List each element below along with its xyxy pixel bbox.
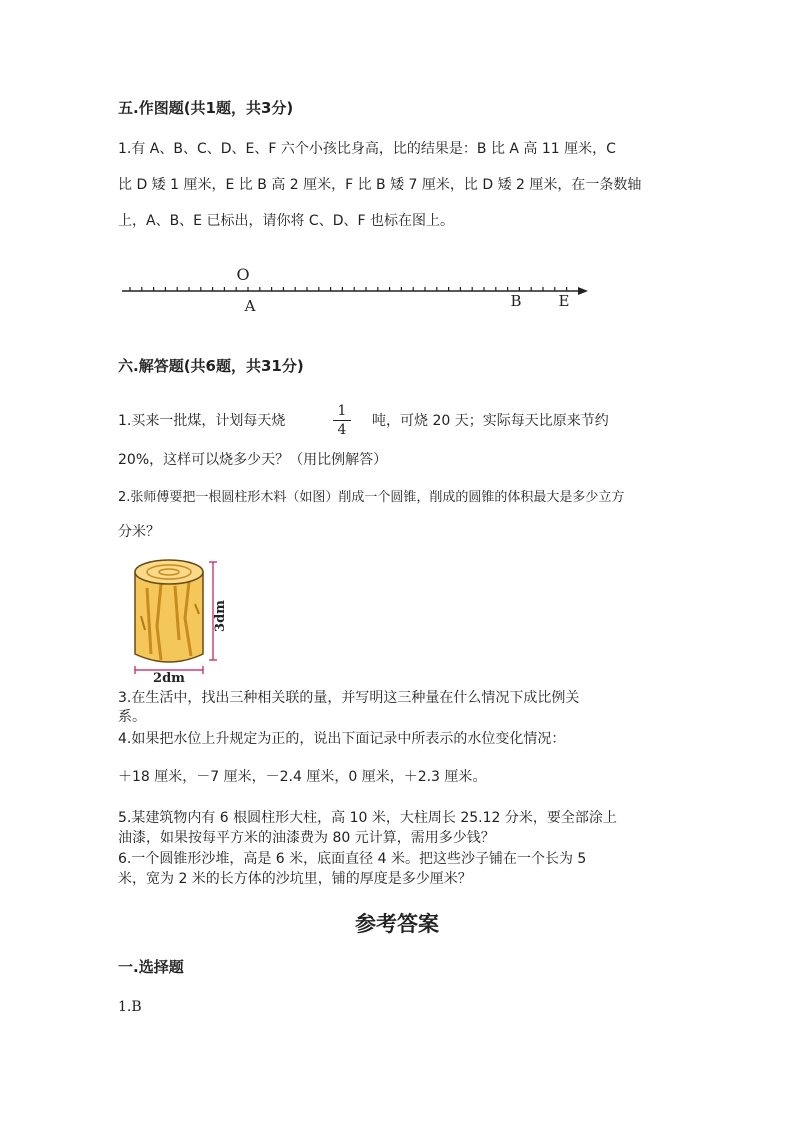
s5-q1-line1: 1.有 A、B、C、D、E、F 六个小孩比身高，比的结果是：B 比 A 高 11 厘米，C xyxy=(118,141,616,157)
s6-q1-fraction xyxy=(333,403,351,438)
answers-section1-heading: 一.选择题 xyxy=(118,958,184,976)
s6-q1-pre: 1.买来一批煤，计划每天烧 xyxy=(118,413,286,429)
point-label-e: E xyxy=(558,292,570,310)
s6-q5-line2: 油漆，如果按每平方米的油漆费为 80 元计算，需用多少钱？ xyxy=(118,830,495,846)
s5-q1-line3: 上，A、B、E 已标出，请你将 C、D、F 也标在图上。 xyxy=(118,213,454,229)
s6-q1-line2: 20%，这样可以烧多少天？（用比例解答） xyxy=(118,452,388,468)
fraction-bar xyxy=(333,420,351,421)
height-dimension xyxy=(209,562,228,660)
height-label: 3dm xyxy=(213,600,228,632)
answers-title: 参考答案 xyxy=(355,912,439,936)
point-label-b: B xyxy=(510,292,522,310)
width-label: 2dm xyxy=(153,671,185,684)
section6-heading: 六.解答题(共6题，共31分) xyxy=(118,357,304,375)
s5-q1-line2: 比 D 矮 1 厘米，E 比 B 高 2 厘米，F 比 B 矮 7 厘米，比 D 矮 2 厘米，在一条数轴 xyxy=(118,177,642,193)
s6-q4-line2: ＋18 厘米，－7 厘米，－2.4 厘米，0 厘米，＋2.3 厘米。 xyxy=(118,769,487,785)
fraction-denominator: 4 xyxy=(337,422,347,438)
s6-q5-line1: 5.某建筑物内有 6 根圆柱形大柱，高 10 米，大柱周长 25.12 分米，要全部涂上 xyxy=(118,810,617,826)
s6-q3-line1: 3.在生活中，找出三种相关联的量，并写明这三种量在什么情况下成比例关 xyxy=(118,690,580,706)
number-line-arrow xyxy=(578,287,588,295)
s6-q1-post: 吨，可烧 20 天；实际每天比原来节约 xyxy=(372,413,609,429)
s6-q6-line1: 6.一个圆锥形沙堆，高是 6 米，底面直径 4 米。把这些沙子铺在一个长为 5 xyxy=(118,851,587,867)
number-line xyxy=(110,258,600,320)
width-dimension xyxy=(135,666,203,684)
s6-q2-line1: 2.张师傅要把一根圆柱形木料（如图）削成一个圆锥，削成的圆锥的体积最大是多少立方 xyxy=(118,490,625,505)
fraction-numerator: 1 xyxy=(337,403,347,419)
origin-label: O xyxy=(236,265,250,284)
wood-cylinder-figure xyxy=(125,556,230,684)
s6-q6-line2: 米，宽为 2 米的长方体的沙坑里，铺的厚度是多少厘米？ xyxy=(118,871,472,887)
section5-heading: 五.作图题(共1题，共3分) xyxy=(118,99,294,117)
wood-cylinder xyxy=(135,560,203,662)
s6-q2-line2: 分米？ xyxy=(118,524,160,540)
point-label-a: A xyxy=(244,297,256,315)
answer-1: 1.B xyxy=(118,999,142,1015)
s6-q4-line1: 4.如果把水位上升规定为正的，说出下面记录中所表示的水位变化情况： xyxy=(118,731,566,747)
s6-q3-line2: 系。 xyxy=(118,709,146,725)
